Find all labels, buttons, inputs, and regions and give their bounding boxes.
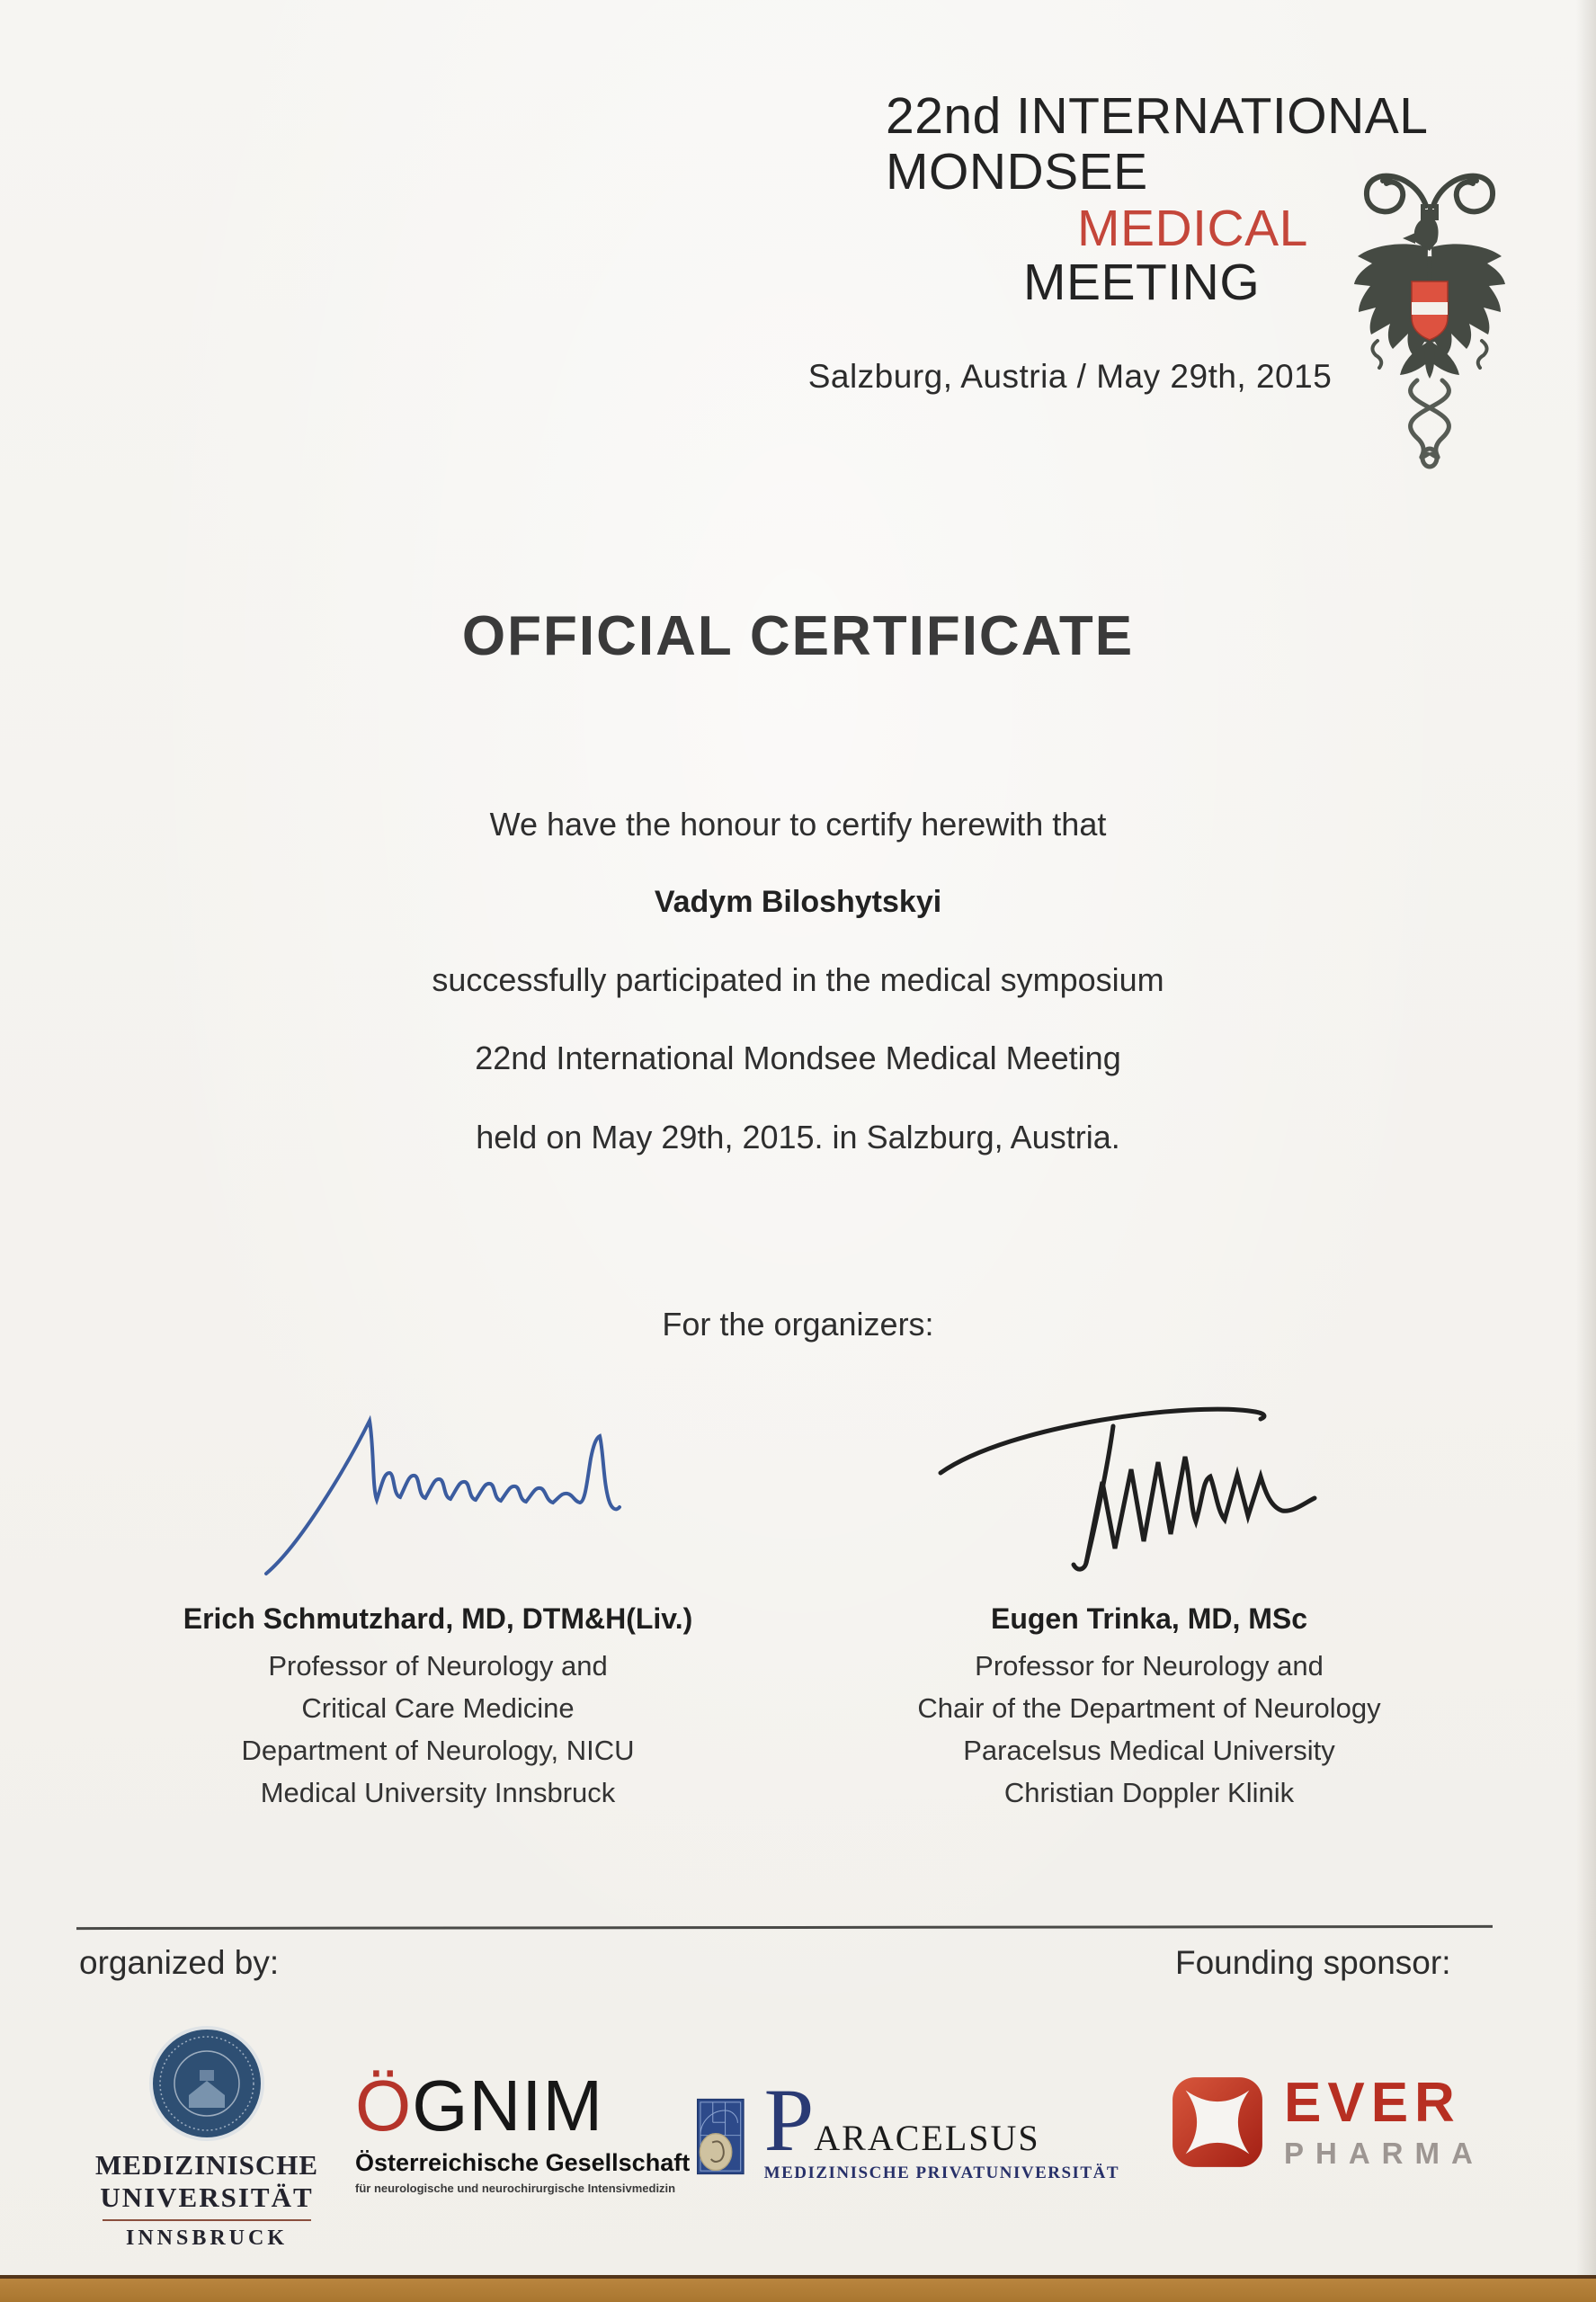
organizers-label: For the organizers: [662,1306,934,1343]
mui-rule [103,2219,311,2221]
schmutzhard-signature-icon [241,1410,637,1585]
mui-name-line3: INNSBRUCK [125,2226,289,2250]
signatory-title-line: Paracelsus Medical University [963,1735,1335,1766]
footer-divider [76,1925,1493,1930]
signatory-title-line: Professor for Neurology and [975,1650,1324,1682]
signatory-block-left [123,1602,753,1814]
signatory-title-line: Department of Neurology, NICU [241,1735,635,1766]
event-title-line3: MEDICAL [1077,200,1308,257]
oegnim-small-text: für neurologische und neurochirurgische Intensivmedizin [355,2182,676,2195]
pharma-wordmark: PHARMA [1284,2137,1485,2170]
red-pillow-star-icon [1171,2075,1264,2169]
event-name-line: 22nd International Mondsee Medical Meeting [475,1039,1121,1076]
logo-oegnim [355,2065,691,2195]
oegnim-acronym [355,2065,665,2147]
certify-intro-line: We have the honour to certify herewith that [489,806,1107,843]
participation-line: successfully participated in the medical symposium [432,961,1164,998]
mui-name-line2: UNIVERSITÄT [100,2182,314,2213]
signatory-name: Erich Schmutzhard, MD, DTM&H(Liv.) [183,1602,693,1635]
logo-ever-pharma [1171,2072,1485,2171]
golden-ratio-medallion-icon [697,2079,745,2194]
certificate-heading: OFFICIAL CERTIFICATE [461,605,1135,667]
trinka-signature-icon [924,1396,1347,1584]
signatory-title-line: Professor of Neurology and [268,1650,608,1682]
table-surface-edge [0,2275,1596,2302]
signatory-title-line: Medical University Innsbruck [260,1777,616,1808]
founding-sponsor-label: Founding sponsor: [1175,1944,1451,1981]
austrian-eagle-helix-emblem-icon [1347,165,1512,470]
photo-edge-shadow [1576,0,1596,2302]
recipient-name: Vadym Biloshytskyi [654,885,942,919]
signatory-name: Eugen Trinka, MD, MSc [990,1602,1308,1635]
signatory-block-right [834,1602,1464,1814]
logo-medizinische-universitaet-innsbruck [94,2025,319,2251]
signatory-title-line: Christian Doppler Klinik [1003,1777,1295,1808]
event-date-location: Salzburg, Austria / May 29th, 2015 [807,358,1333,395]
event-title-line1: 22nd INTERNATIONAL [886,87,1429,145]
event-title-line2: MONDSEE [886,143,1148,201]
event-title-line4: MEETING [1023,254,1261,311]
signatory-title-line: Critical Care Medicine [301,1692,575,1724]
paracelsus-name-rest: ARACELSUS [814,2118,1040,2158]
oegnim-acronym-o: Ö [355,2066,413,2146]
ever-wordmark: EVER [1284,2072,1461,2134]
paracelsus-initial: P [763,2070,815,2170]
paracelsus-subtitle: MEDIZINISCHE PRIVATUNIVERSITÄT [763,2164,1119,2182]
oegnim-acronym-rest: GNIM [412,2066,604,2146]
organized-by-label: organized by: [79,1944,280,1981]
university-seal-icon [148,2025,265,2142]
event-date-line: held on May 29th, 2015. in Salzburg, Austria. [476,1119,1120,1155]
oegnim-subtitle: Österreichische Gesellschaft [355,2149,691,2176]
mui-name-line1: MEDIZINISCHE [95,2149,318,2181]
logo-paracelsus [697,2070,1119,2194]
signatory-title-line: Chair of the Department of Neurology [917,1692,1381,1724]
